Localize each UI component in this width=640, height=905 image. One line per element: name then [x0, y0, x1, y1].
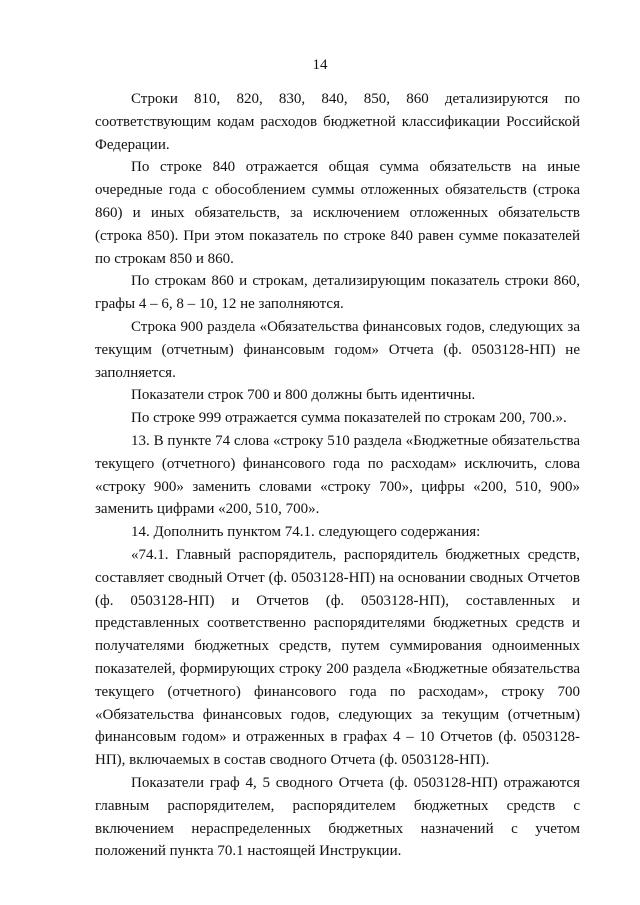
paragraph-item-13: 13. В пункте 74 слова «строку 510 раздела «Бюджетные обязательства текущего (отчетного) финансового года по расходам» исключить, слова «строку 900» заменить словами «строку 700», цифры «200, 510, 900» заменить цифрами «200, 510, 700». [95, 432, 580, 518]
paragraph-row-840: По строке 840 отражается общая сумма обязательств на иные очередные года с обособлением суммы отложенных обязательств (строка 860) и иных обязательств, за исключением отложенных обязательств (строка 850). При этом показатель по строке 840 равен сумме показателей по строкам 850 и 860. [95, 159, 580, 267]
paragraph-columns-4-5: Показатели граф 4, 5 сводного Отчета (ф. 0503128-НП) отражаются главным распорядителем, распорядителем бюджетных средств с включением нераспределенных бюджетных назначений с учетом положений пункта 70.1 настоящей Инструкции. [95, 774, 580, 860]
paragraph-rows-810-860: Строки 810, 820, 830, 840, 850, 860 детализируются по соответствующим кодам расходов бюджетной классификации Российской Федерации. [95, 91, 580, 153]
paragraph-row-860-columns: По строкам 860 и строкам, детализирующим показатель строки 860, графы 4 – 6, 8 – 10, 12 не заполняются. [95, 273, 580, 313]
paragraph-item-74-1: «74.1. Главный распорядитель, распорядитель бюджетных средств, составляет сводный Отчет (ф. 0503128-НП) на основании сводных Отчетов (ф. 0503128-НП) и Отчетов (ф. 0503128-НП), составленных и представленных соответственно распорядителями бюджетных средств и получателями бюджетных средств, путем суммирования одноименных показателей, формирующих строку 200 раздела «Бюджетные обязательства текущего (отчетного) финансового года по расходам», строку 700 «Обязательства финансовых годов, следующих за текущим (отчетным) финансовым годом» и отраженных в графах 4 – 10 Отчетов (ф. 0503128-НП), включаемых в состав сводного Отчета (ф. 0503128-НП). [95, 546, 580, 769]
paragraph-item-14: 14. Дополнить пунктом 74.1. следующего содержания: [131, 524, 481, 541]
paragraph-rows-700-800: Показатели строк 700 и 800 должны быть идентичны. [131, 387, 476, 404]
paragraph-row-900: Строка 900 раздела «Обязательства финансовых годов, следующих за текущим (отчетным) финансовым годом» Отчета (ф. 0503128-НП) не заполняется. [95, 318, 580, 381]
paragraph-row-999: По строке 999 отражается сумма показателей по строкам 200, 700.». [131, 410, 567, 427]
document-body [95, 88, 580, 863]
page-number: 14 [312, 57, 328, 73]
